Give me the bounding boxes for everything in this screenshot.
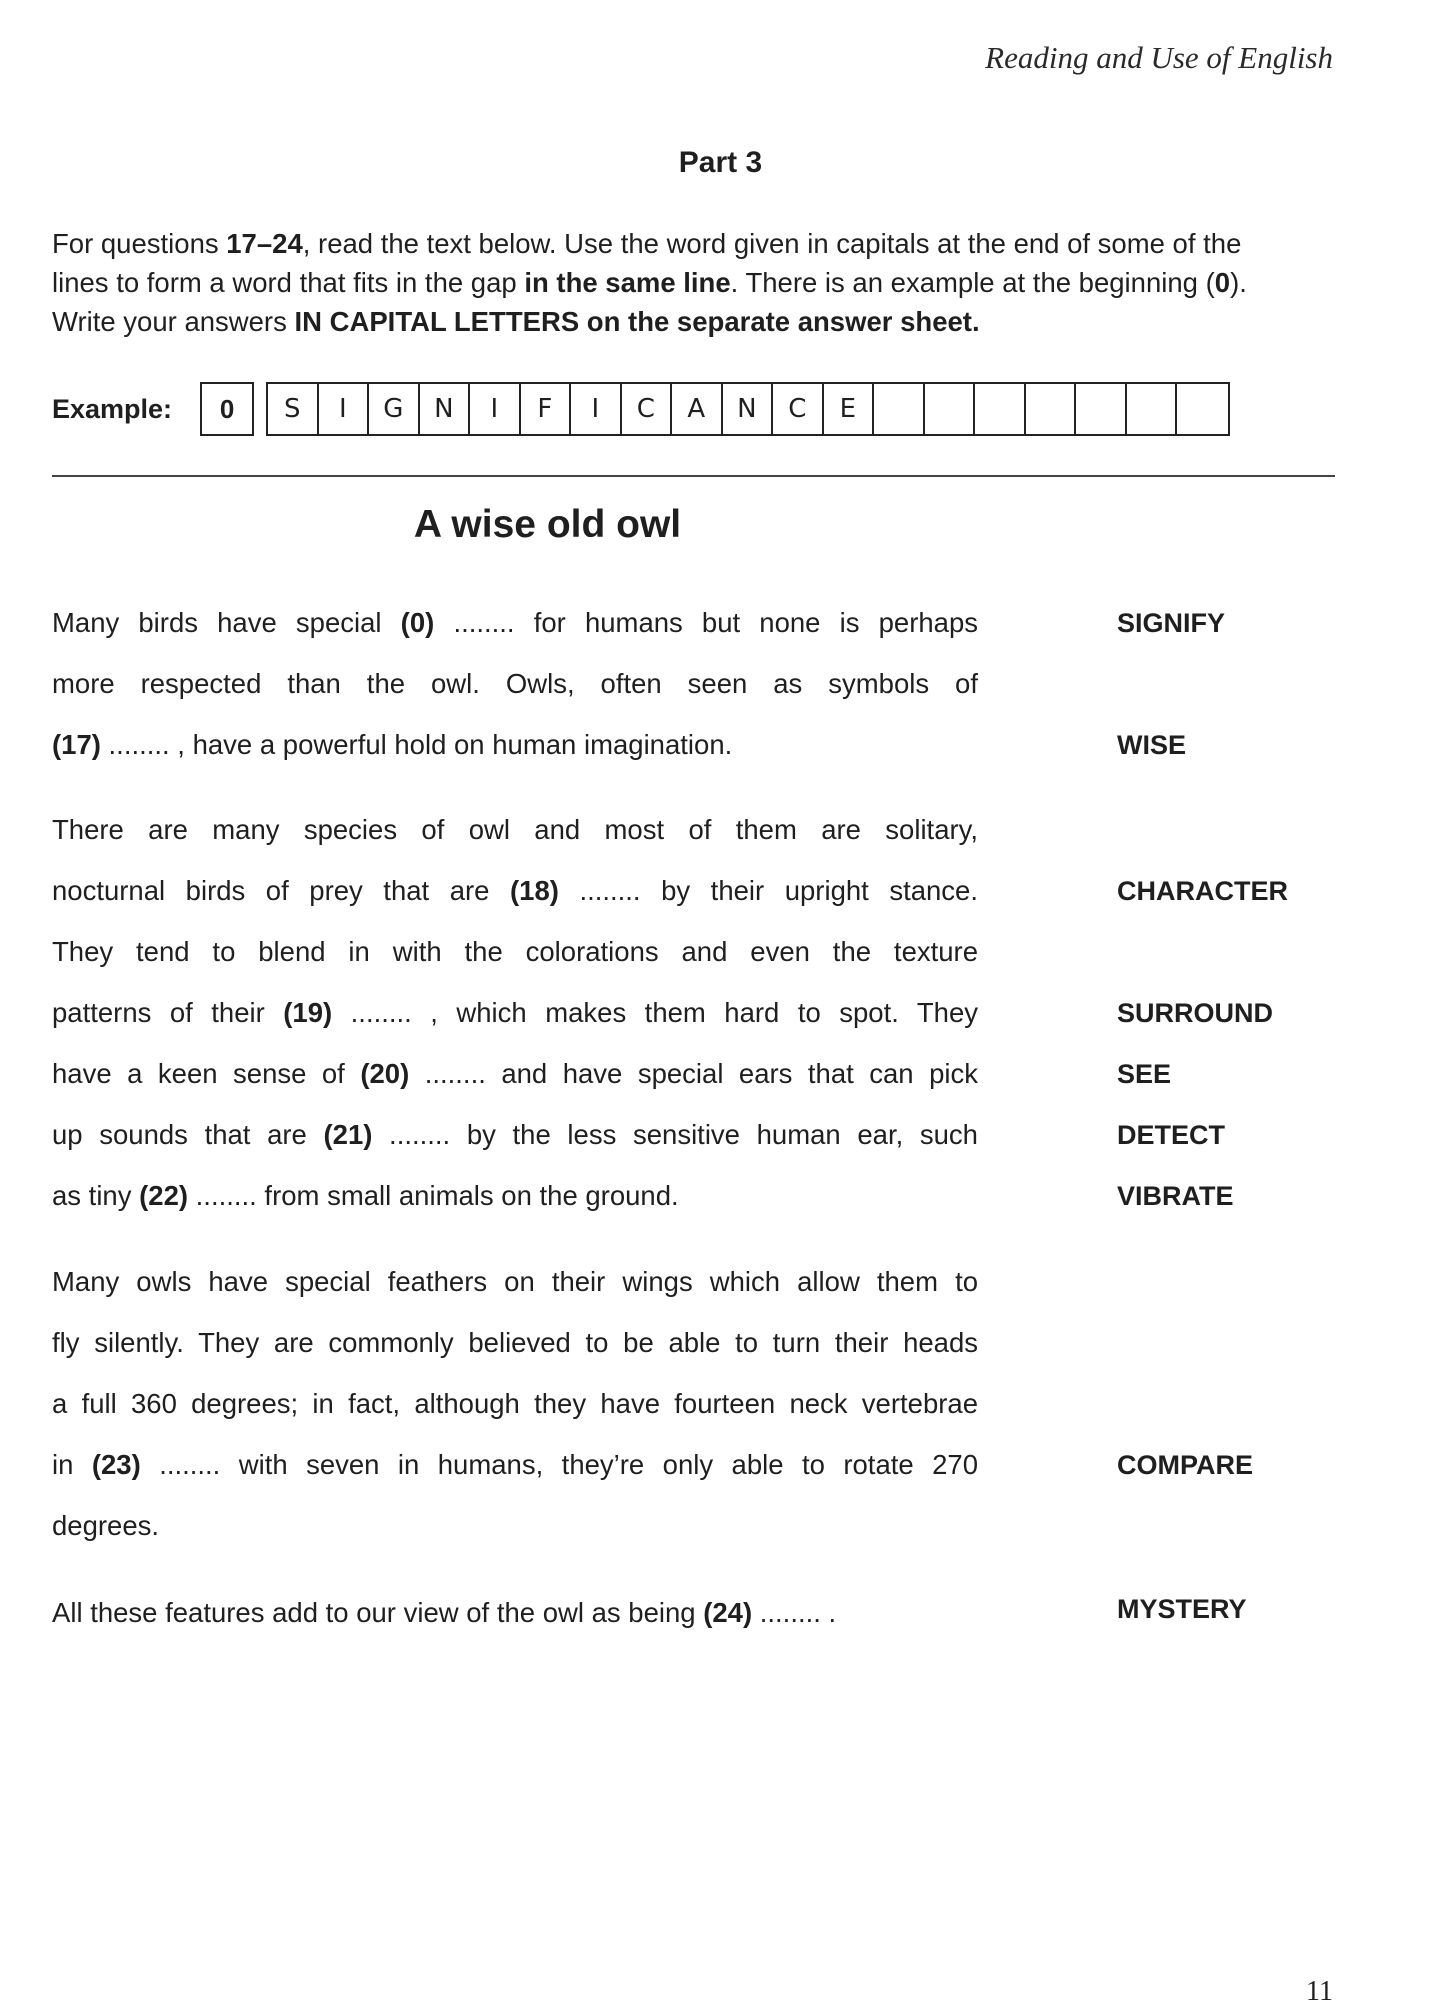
passage-line — [52, 1176, 978, 1216]
letter-box: I — [470, 384, 521, 434]
passage-line: fly silently. They are commonly believed to be able to turn their heads — [52, 1327, 978, 1358]
passage-text: ........ for humans but none is perhaps — [434, 607, 978, 638]
gap-number: (22) — [139, 1180, 189, 1211]
passage-line — [52, 1054, 978, 1094]
passage-line — [52, 993, 978, 1033]
letter-box: N — [420, 384, 471, 434]
stem-word-24: MYSTERY — [1117, 1594, 1247, 1624]
passage-text: All these features add to our view of the owl as being — [52, 1597, 704, 1628]
stem-word-18: CHARACTER — [1117, 876, 1288, 906]
instructions-line-1 — [52, 224, 1342, 263]
instr-bold: IN CAPITAL LETTERS on the separate answer sheet. — [294, 306, 980, 337]
gap-number: (0) — [400, 607, 435, 638]
passage-line: more respected than the owl. Owls, often seen as symbols of — [52, 668, 978, 699]
letter-box: I — [319, 384, 370, 434]
page-number: 11 — [1306, 1976, 1333, 2007]
example-letter-boxes — [266, 382, 1230, 436]
letter-box — [975, 384, 1026, 434]
letter-box: A — [672, 384, 723, 434]
instr-text: Write your answers — [52, 306, 295, 337]
letter-box: F — [521, 384, 572, 434]
instr-bold: 17–24 — [226, 228, 303, 259]
stem-word-17: WISE — [1117, 730, 1187, 760]
passage-text: ........ and have special ears that can pick — [409, 1058, 978, 1089]
passage-line — [52, 725, 978, 765]
example-answer — [52, 381, 1230, 437]
letter-box — [1127, 384, 1178, 434]
passage-text: patterns of their — [52, 997, 284, 1028]
stem-word-20: SEE — [1117, 1059, 1172, 1089]
gap-number: (21) — [323, 1119, 373, 1150]
instructions-line-3 — [52, 302, 1342, 341]
passage-line: a full 360 degrees; in fact, although they have fourteen neck vertebrae — [52, 1388, 978, 1419]
instructions — [52, 224, 1342, 341]
passage-text: in — [52, 1449, 92, 1480]
passage-text: have a keen sense of — [52, 1058, 361, 1089]
passage-text: as tiny — [52, 1180, 140, 1211]
letter-box — [1177, 384, 1228, 434]
gap-number: (19) — [283, 997, 333, 1028]
passage-line — [52, 1593, 978, 1633]
passage-line: They tend to blend in with the colorations and even the texture — [52, 936, 978, 967]
letter-box — [1026, 384, 1077, 434]
passage-text: ........ , have a powerful hold on human imagination. — [100, 729, 733, 760]
stem-word-19: SURROUND — [1117, 998, 1274, 1028]
passage-text: ........ , which makes them hard to spot. They — [332, 997, 979, 1028]
instr-bold: in the same line — [524, 267, 731, 298]
letter-box — [925, 384, 976, 434]
passage-line: There are many species of owl and most of them are solitary, — [52, 814, 978, 845]
instr-bold: 0 — [1214, 267, 1231, 298]
letter-box: I — [571, 384, 622, 434]
stem-word-22: VIBRATE — [1117, 1181, 1234, 1211]
letter-box: C — [622, 384, 673, 434]
instr-text: , read the text below. Use the word given in capitals at the end of some of the — [302, 228, 1242, 259]
letter-box — [874, 384, 925, 434]
passage-text: nocturnal birds of prey that are — [52, 875, 510, 906]
letter-box: N — [723, 384, 774, 434]
instr-text: lines to form a word that fits in the gap — [52, 267, 525, 298]
letter-box — [1076, 384, 1127, 434]
instr-text: . There is an example at the beginning ( — [730, 267, 1215, 298]
stem-word-0: SIGNIFY — [1117, 608, 1226, 638]
letter-box: C — [773, 384, 824, 434]
passage-text: ........ by their upright stance. — [558, 875, 978, 906]
passage-line: Many owls have special feathers on their wings which allow them to — [52, 1266, 978, 1297]
part-title: Part 3 — [678, 146, 763, 179]
letter-box: S — [268, 384, 319, 434]
passage-text: ........ with seven in humans, they’re only able to rotate 270 — [140, 1449, 978, 1480]
gap-number: (23) — [91, 1449, 141, 1480]
instr-text: For questions — [52, 228, 227, 259]
passage-line: degrees. — [52, 1510, 160, 1541]
passage-line — [52, 603, 978, 643]
gap-number: (18) — [510, 875, 559, 906]
gap-number: (20) — [360, 1058, 410, 1089]
gap-number: (17) — [52, 729, 101, 760]
passage-text: up sounds that are — [52, 1119, 324, 1150]
letter-box: G — [369, 384, 420, 434]
text-title: A wise old owl — [413, 503, 682, 546]
passage-line — [52, 871, 978, 911]
letter-box: E — [824, 384, 875, 434]
example-label: Example: — [52, 393, 173, 424]
passage-text: Many birds have special — [52, 607, 401, 638]
divider-rule — [52, 475, 1335, 477]
passage-text: ........ . — [752, 1597, 837, 1628]
running-title: Reading and Use of English — [985, 40, 1333, 75]
stem-word-21: DETECT — [1117, 1120, 1225, 1150]
passage-line — [52, 1115, 978, 1155]
passage-text: ........ by the less sensitive human ear, such — [372, 1119, 978, 1150]
gap-number: (24) — [703, 1597, 753, 1628]
passage-text: ........ from small animals on the ground. — [188, 1180, 679, 1211]
instructions-line-2 — [52, 263, 1342, 302]
passage-line — [52, 1445, 978, 1485]
stem-word-23: COMPARE — [1117, 1450, 1254, 1480]
example-number-box: 0 — [200, 382, 254, 436]
instr-text: ). — [1230, 267, 1247, 298]
